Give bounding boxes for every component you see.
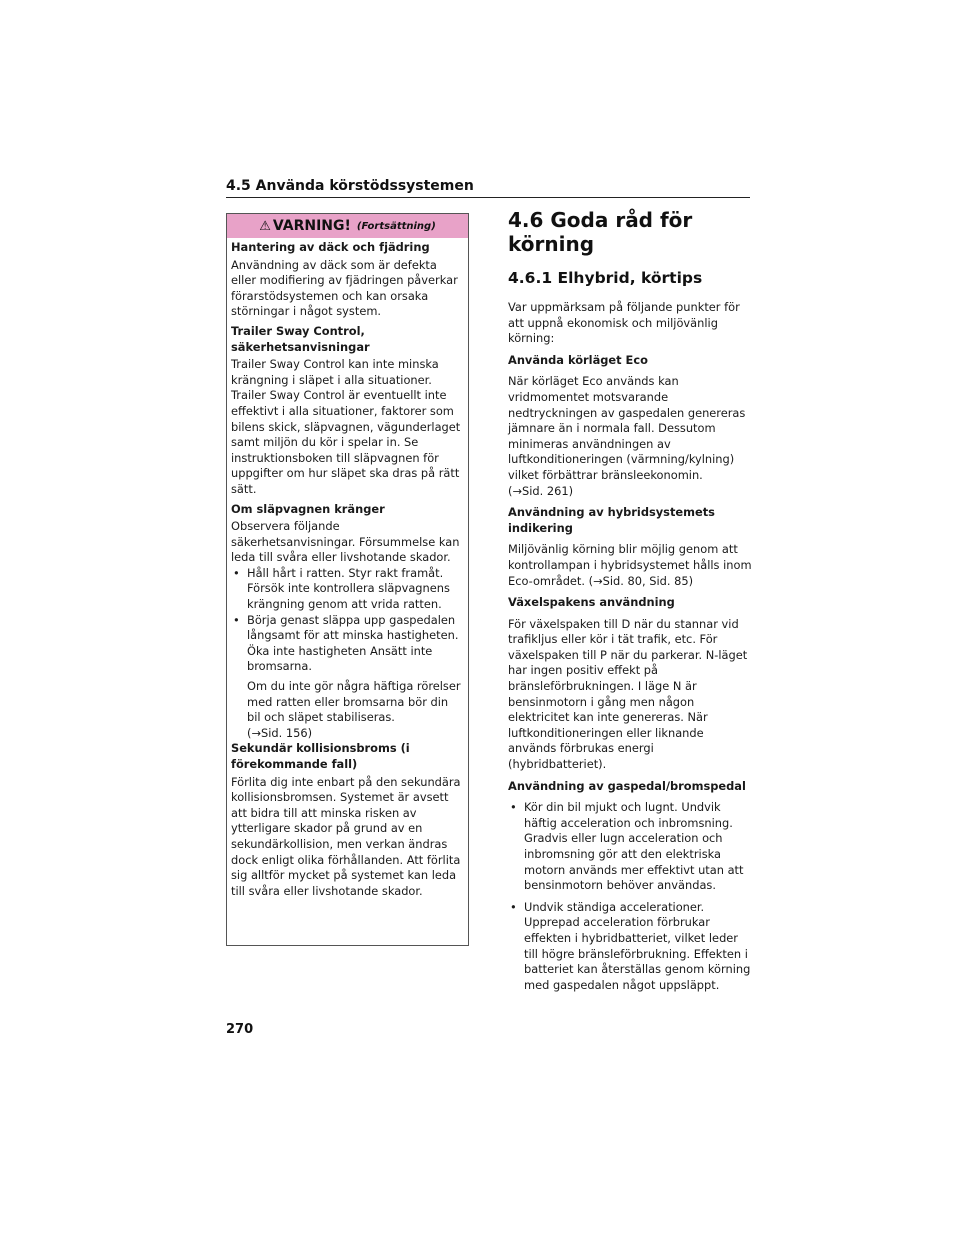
page-number: 270 xyxy=(226,1022,254,1037)
warning-text-sway: Trailer Sway Control kan inte minska krängning i släpet i alla situationer. Trailer Sway Control är eventuellt inte effektivt i alla situationer, faktorer som bilens skick, släpvagnen, vägunderlaget samt miljön du kör i spelar in. Se instruktionsboken till släpvagnen för uppgifter om hur släpet ska dras på rätt sätt. xyxy=(231,357,461,496)
warning-header xyxy=(227,214,468,238)
list-item: • Håll hårt i ratten. Styr rakt framåt. Försök inte kontrollera släpvagnens krängning genom att vrida ratten. xyxy=(231,566,464,613)
hybrid-heading: Användning av hybridsystemets indikering xyxy=(508,505,715,535)
hybrid-text: Miljövänlig körning blir möjlig genom att kontrollampan i hybridsystemet hålls inom Eco-området. (→Sid. 80, Sid. 85) xyxy=(508,542,752,588)
warning-box xyxy=(226,213,469,946)
right-column xyxy=(508,208,752,999)
pedal-heading: Användning av gaspedal/bromspedal xyxy=(508,778,746,793)
warning-trailer-list xyxy=(231,566,464,675)
list-item: • Undvik ständiga accelerationer. Upprepad acceleration förbrukar effekten i hybridbatteriet, vilket leder till högre bränsleförbrukning. Effekten i batteriet kan återställas genom körning med gaspedalen något uppsläppt. xyxy=(508,900,752,994)
eco-heading: Använda körläget Eco xyxy=(508,352,648,367)
section-header: 4.5 Använda körstödssystemen xyxy=(226,178,474,194)
gear-heading: Växelspakens användning xyxy=(508,595,675,610)
warning-text-tires: Användning av däck som är defekta eller modifiering av fjädringen påverkar förarstödsystemen och kan orsaka störningar i något system. xyxy=(231,257,458,319)
list-item: • Börja genast släppa upp gaspedalen långsamt för att minska hastigheten. Öka inte hastigheten Ansätt inte bromsarna. xyxy=(231,613,464,675)
warning-text-trailer: Observera följande säkerhetsanvisningar. Försummelse kan leda till svåra eller livshotande skador. xyxy=(231,519,460,565)
warning-heading-trailer: Om släpvagnen kränger xyxy=(231,501,385,516)
warning-heading-sway: Trailer Sway Control, säkerhetsanvisningar xyxy=(231,323,370,354)
section-divider xyxy=(226,197,750,198)
warning-trailer-note: Om du inte gör några häftiga rörelser med ratten eller bromsarna bör din bil och släpet stabiliseras. xyxy=(247,679,461,725)
intro-text: Var uppmärksam på följande punkter för att uppnå ekonomisk och miljövänlig körning: xyxy=(508,300,740,346)
page-reference: (→Sid. 261) xyxy=(508,483,574,498)
warning-continued: (Fortsättning) xyxy=(356,220,436,232)
warning-heading-tires: Hantering av däck och fjädring xyxy=(231,240,430,254)
gear-text: För växelspaken till D när du stannar vid trafikljus eller kör i tät trafik, etc. För växelspaken till P när du parkerar. N-läget har ingen positiv effekt på bränsleförbrukningen. I läge N är bensinmotorn i gång men någon elektricitet kan inte genereras. När luftkonditioneringen eller liknande används förbrukas energi (hybridbatteriet). xyxy=(508,616,748,772)
warning-triangle-icon: ⚠ xyxy=(259,218,271,234)
chapter-title: 4.6 Goda råd för körning xyxy=(508,208,693,256)
subsection-title: 4.6.1 Elhybrid, körtips xyxy=(508,269,703,287)
pedal-list xyxy=(508,800,752,993)
eco-text: När körläget Eco används kan vridmomentet motsvarande nedtryckningen av gaspedalen genereras jämnare än i normala fall. Dessutom minimeras användningen av luftkonditioneringen (värmning/kylning) vilket förbättrar bränsleekonomin. xyxy=(508,374,746,482)
page-reference: (→Sid. 156) xyxy=(247,725,313,740)
warning-title: VARNING! xyxy=(272,218,351,234)
warning-heading-collision: Sekundär kollisionsbroms (i förekommande fall) xyxy=(231,741,410,771)
list-item: • Kör din bil mjukt och lugnt. Undvik häftig acceleration och inbromsning. Gradvis eller lugn acceleration och inbromsning gör att den elektriska motorn används mer effektivt utan att bensinmotorn behöver användas. xyxy=(508,800,752,894)
warning-text-collision: Förlita dig inte enbart på den sekundära kollisionsbromsen. Systemet är avsett att bidra till att minska risken av ytterligare skador på grund av en sekundärkollision, men verkan ändras dock enligt olika förhållanden. Att förlita sig alltför mycket på systemet kan leda till svåra eller livshotande skador. xyxy=(231,774,461,898)
warning-body xyxy=(227,238,468,899)
